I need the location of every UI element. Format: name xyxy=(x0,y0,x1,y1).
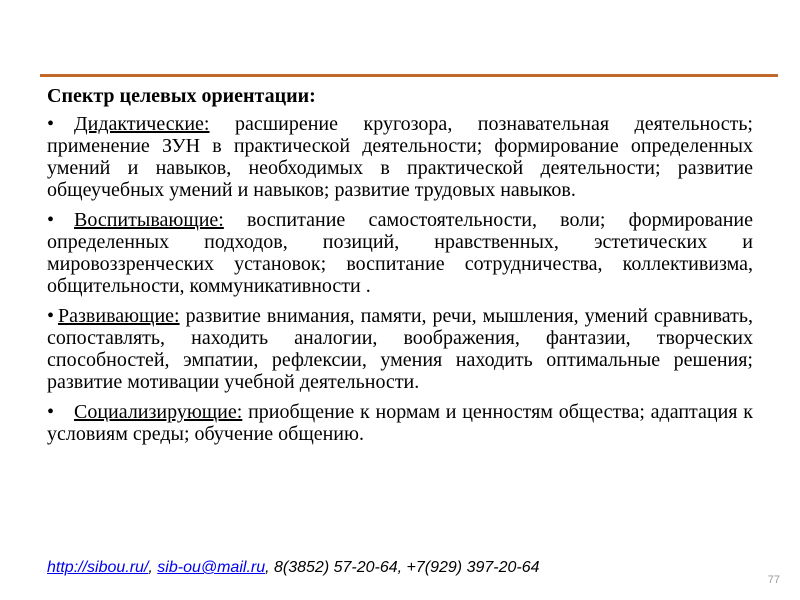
bullet-text: развитие внимания, памяти, речи, мышления, умений сравнивать, сопоставлять, находить аналогии, воображения, фантазии, творческих способностей, эмпатии, рефлексии, умения находить оптимальные решения; развитие мотивации учебной деятельности. xyxy=(47,305,753,393)
bullet-term: Социализирующие: xyxy=(74,401,243,423)
site-link[interactable]: http://sibou.ru/ xyxy=(47,559,149,576)
bullet-text: приобщение к нормам и ценностям общества; адаптация к условиям среды; обучение общению. xyxy=(47,401,753,445)
bullet-developmental xyxy=(47,305,753,393)
footer-contacts xyxy=(47,558,540,578)
bullet-educational xyxy=(47,209,753,297)
bullet-socializing xyxy=(47,401,753,445)
bullet-didactic xyxy=(47,113,753,201)
slide-heading: Спектр целевых ориентации: xyxy=(47,85,316,107)
footer-phones: , 8(3852) 57-20-64, +7(929) 397-20-64 xyxy=(265,559,540,576)
email-link[interactable]: sib-ou@mail.ru xyxy=(157,559,266,576)
bullet-term: Воспитывающие: xyxy=(74,209,224,231)
slide-content xyxy=(47,85,753,453)
bullet-text: расширение кругозора, познавательная деятельность; применение ЗУН в практической деятельности; формирование определенных умений и навыков, необходимых в практической деятельности; развитие общеучебных умений и навыков; развитие трудовых навыков. xyxy=(47,113,753,201)
bullet-term: Дидактические: xyxy=(74,113,210,135)
bullet-dot-icon: • xyxy=(47,305,55,327)
header-divider xyxy=(40,74,778,77)
footer-separator: , xyxy=(148,559,158,576)
bullet-dot-icon: • xyxy=(47,209,55,231)
bullet-dot-icon: • xyxy=(47,113,55,135)
bullet-term: Развивающие: xyxy=(58,305,180,327)
page-number: 77 xyxy=(767,574,780,586)
bullet-text: воспитание самостоятельности, воли; формирование определенных подходов, позиций, нравственных, эстетических и мировоззренческих установок; воспитание сотрудничества, коллективизма, общительности, коммуникативности . xyxy=(47,209,753,297)
bullet-dot-icon: • xyxy=(47,401,55,423)
